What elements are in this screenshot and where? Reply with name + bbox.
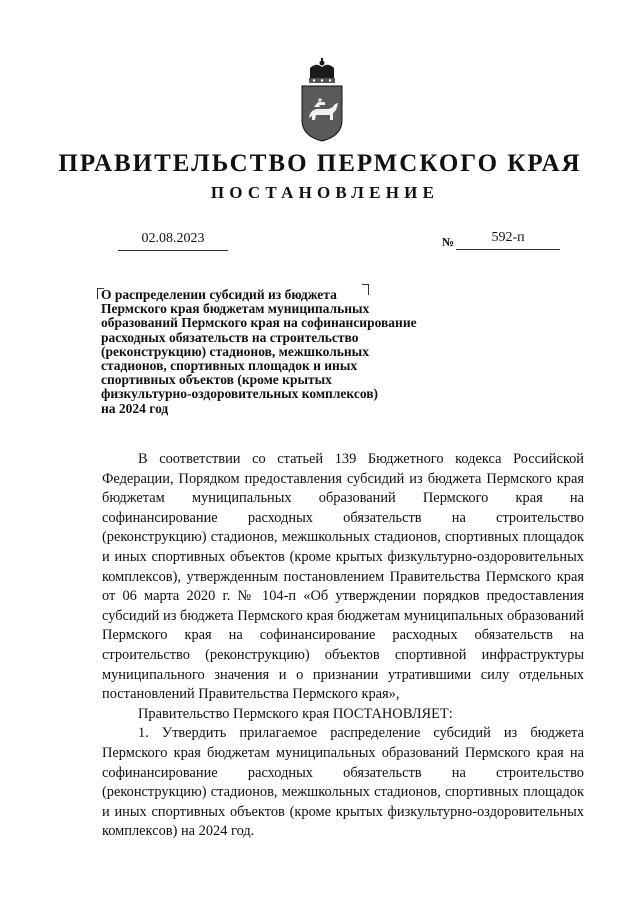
- government-title: ПРАВИТЕЛЬСТВО ПЕРМСКОГО КРАЯ: [58, 150, 582, 177]
- subject-line: спортивных объектов (кроме крытых: [101, 372, 332, 388]
- subject-line: стадионов, спортивных площадок и иных: [101, 358, 358, 374]
- document-number: 592-п: [456, 229, 560, 250]
- document-date: 02.08.2023: [118, 230, 228, 251]
- body-paragraph-resolves: Правительство Пермского края ПОСТАНОВЛЯЕТ:: [138, 705, 453, 722]
- document-subject: [101, 288, 481, 416]
- subject-line: (реконструкцию) стадионов, межшкольных: [101, 343, 369, 359]
- body-paragraph-item-1: 1. Утвердить прилагаемое распределение субсидий из бюджета Пермского края бюджетам муниципальных образований Пермского края на софинансирование расходных обязательств на строительство (реконструкцию) стадионов, межшкольных стадионов, спортивных площадок и иных спортивных объектов (кроме крытых физкультурно-оздоровительных комплексов) на 2024 год.: [102, 725, 584, 840]
- document-type: ПОСТАНОВЛЕНИЕ: [210, 183, 440, 202]
- document-number-block: [442, 230, 560, 250]
- subject-line: физкультурно-оздоровительных комплексов): [101, 386, 379, 402]
- subject-line: расходных обязательств на строительство: [101, 329, 359, 345]
- coat-of-arms-icon: [300, 58, 344, 142]
- subject-line: О распределении субсидий из бюджета: [101, 287, 337, 302]
- subject-line: образований Пермского края на софинансирование: [101, 315, 417, 331]
- subject-line: на 2024 год: [101, 400, 169, 416]
- document-body: [102, 450, 584, 842]
- subject-line: Пермского края бюджетам муниципальных: [101, 301, 370, 317]
- number-sign: №: [442, 235, 455, 249]
- body-paragraph-legal-basis: В соответствии со статьей 139 Бюджетного кодекса Российской Федерации, Порядком предоставления субсидий из бюджета Пермского края бюджетам муниципальных образований Пермского края на софинансирование расходных обязательств на строительство (реконструкцию) стадионов, межшкольных стадионов, спортивных площадок и иных спортивных объектов (кроме крытых физкультурно-оздоровительных комплексов), утвержденным постановлением Правительства Пермского края от 06 марта 2020 г. № 104-п «Об утверждении порядков предоставления субсидий из бюджета Пермского края бюджетам муниципальных образований Пермского края на софинансирование расходных обязательств на строительство (реконструкцию) объектов спортивной инфраструктуры муниципального значения и о признании утратившими силу отдельных постановлений Правительства Пермского края»,: [102, 451, 584, 703]
